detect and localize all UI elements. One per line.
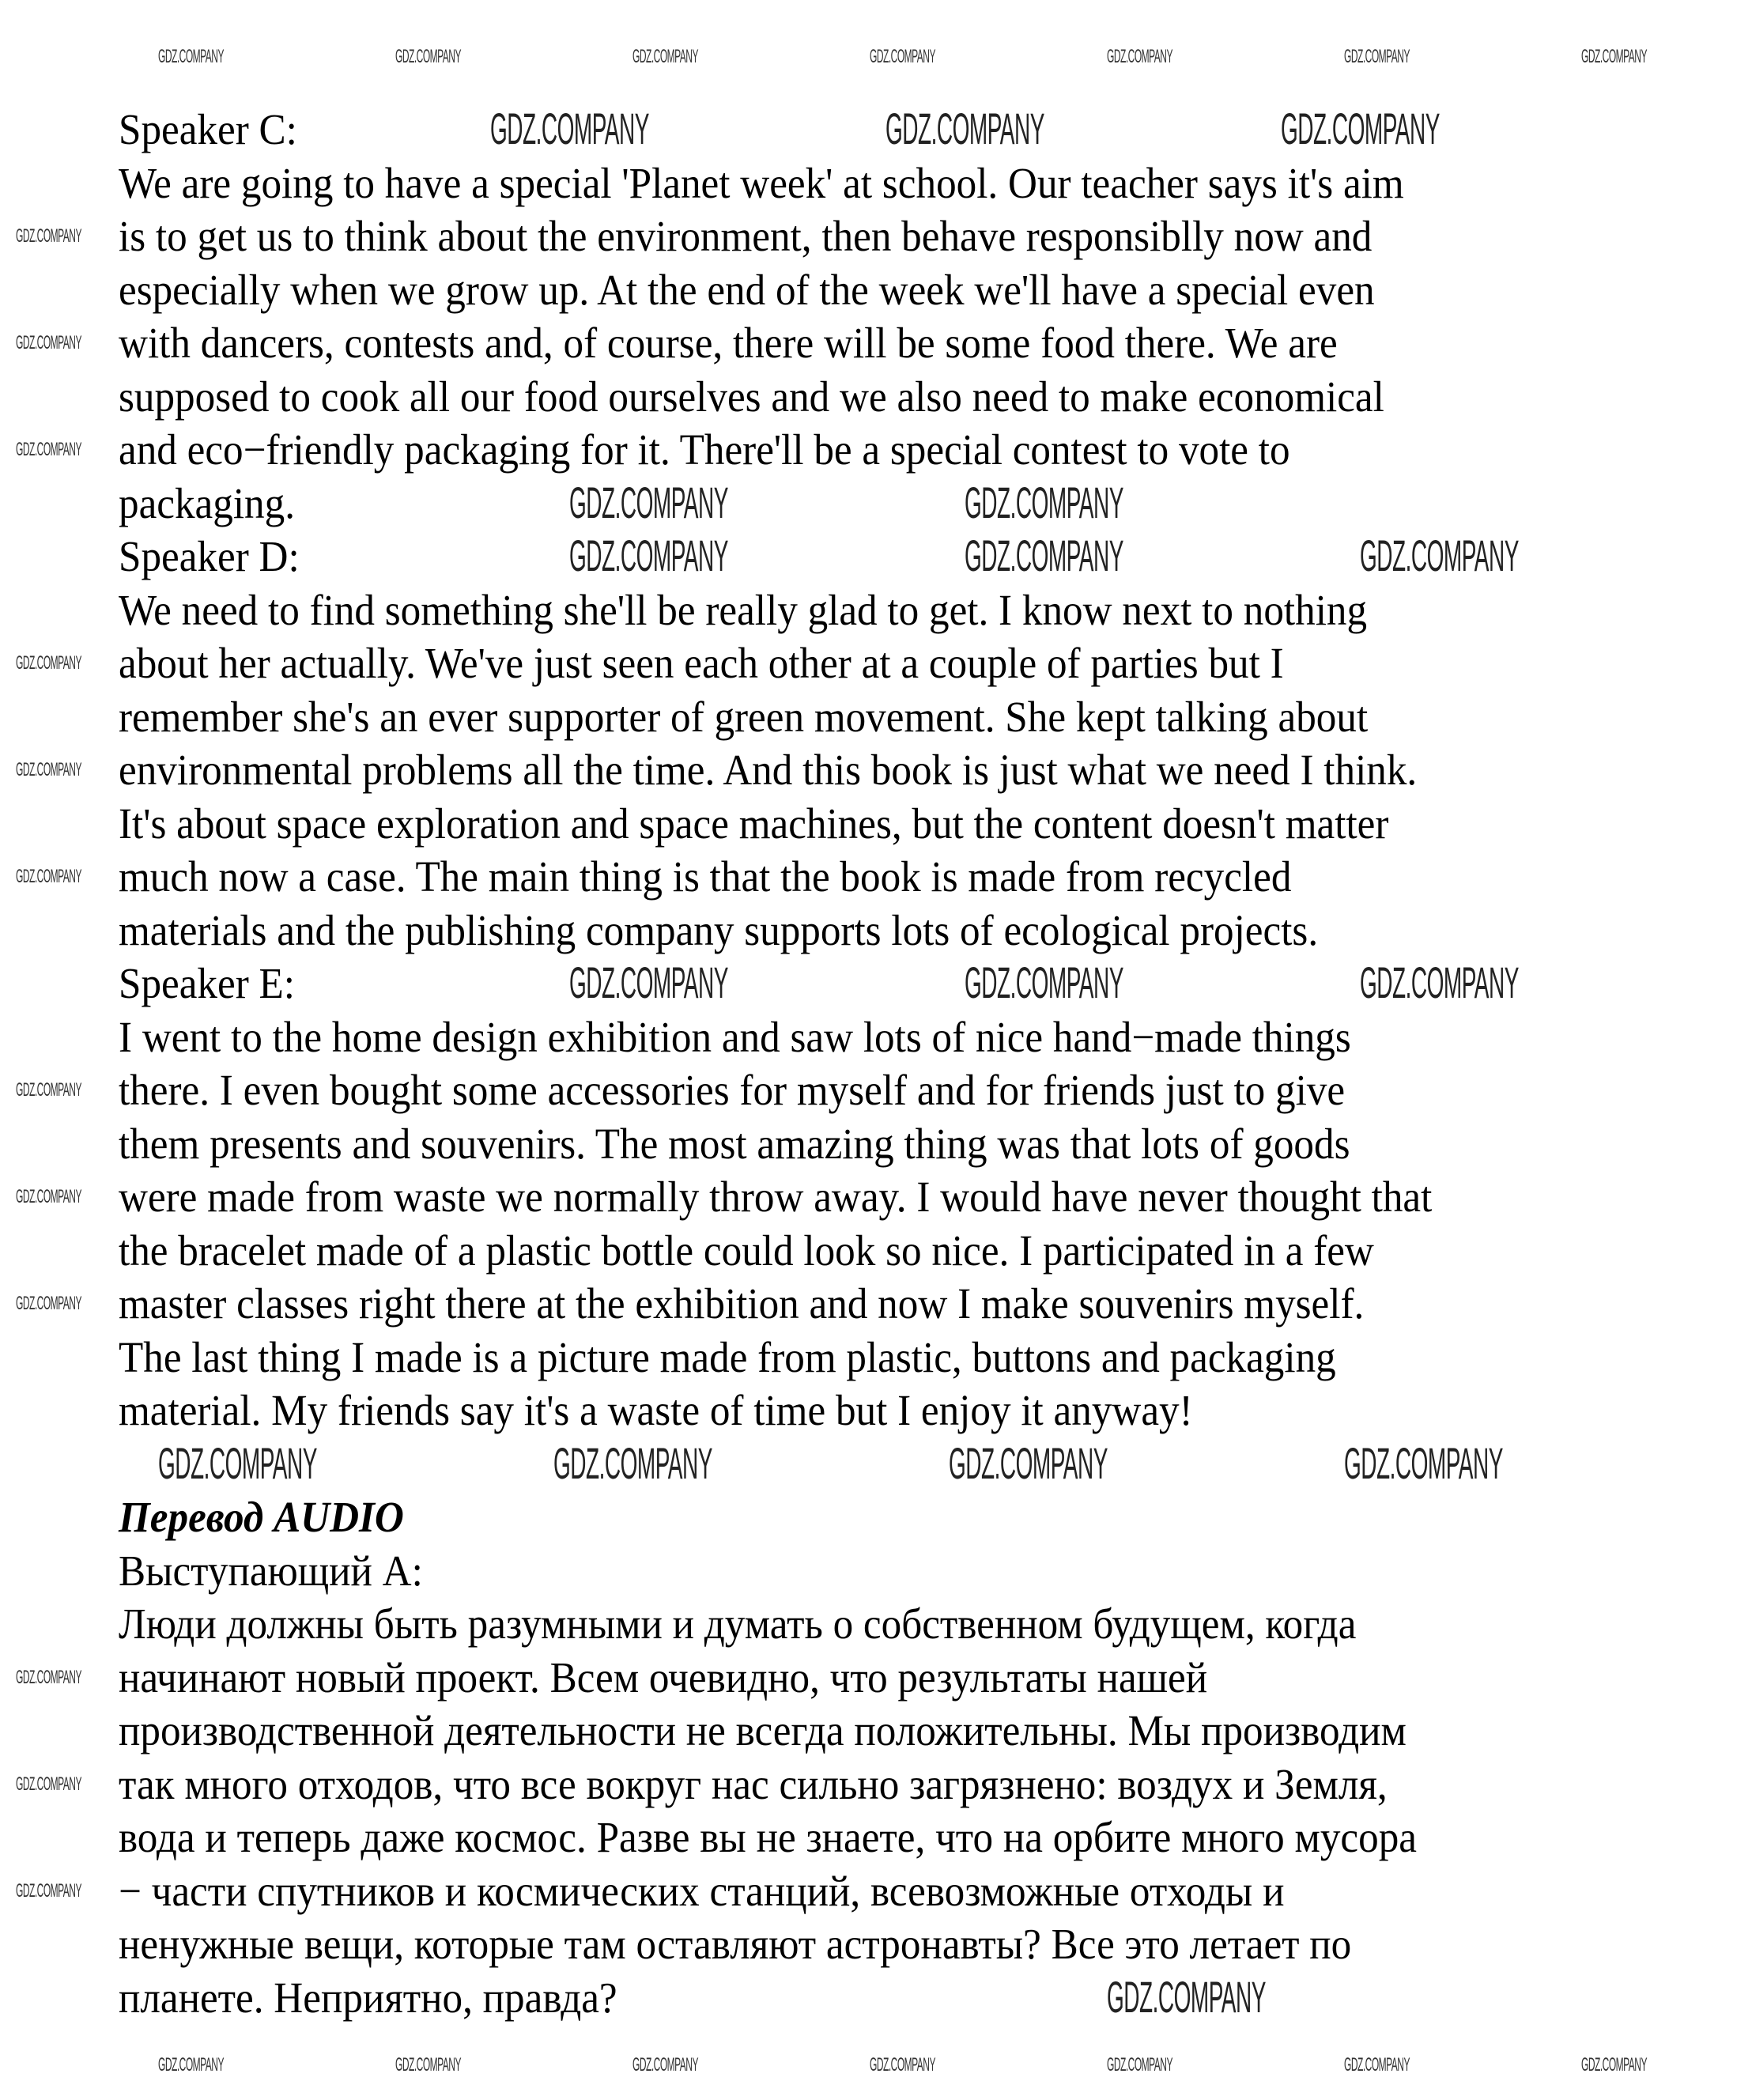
watermark-text: GDZ.COMPANY <box>569 957 728 1007</box>
watermark-text: GDZ.COMPANY <box>16 759 81 780</box>
watermark-text: GDZ.COMPANY <box>1107 1971 1266 2022</box>
text-line: the bracelet made of a plastic bottle could look so nice. I participated in a few <box>119 1226 1374 1275</box>
watermark-text: GDZ.COMPANY <box>1107 46 1172 67</box>
watermark-text: GDZ.COMPANY <box>16 1773 81 1795</box>
speaker-label: Speaker C: <box>119 105 297 153</box>
watermark-text: GDZ.COMPANY <box>1107 2054 1172 2075</box>
section-heading: Перевод AUDIO <box>119 1493 404 1541</box>
text-line: It's about space exploration and space machines, but the content doesn't matter <box>119 799 1389 848</box>
text-line: We need to find something she'll be really glad to get. I know next to nothing <box>119 585 1368 634</box>
text-line: there. I even bought some accessories for myself and for friends just to give <box>119 1066 1346 1114</box>
watermark-text: GDZ.COMPANY <box>16 1293 81 1314</box>
watermark-text: GDZ.COMPANY <box>885 104 1044 153</box>
watermark-text: GDZ.COMPANY <box>949 1437 1108 1488</box>
text-line: much now a case. The main thing is that the book is made from recycled <box>119 852 1292 901</box>
watermark-text: GDZ.COMPANY <box>1581 46 1647 67</box>
text-line: We are going to have a special 'Planet week' at school. Our teacher says it's aim <box>119 158 1404 207</box>
watermark-text: GDZ.COMPANY <box>395 46 461 67</box>
text-line: Люди должны быть разумными и думать о собственном будущем, когда <box>119 1600 1357 1648</box>
watermark-text: GDZ.COMPANY <box>870 2054 935 2075</box>
speaker-label: Speaker E: <box>119 959 295 1007</box>
text-line: is to get us to think about the environment, then behave responsiblly now and <box>119 212 1373 260</box>
text-line: material. My friends say it's a waste of time but I enjoy it anyway! <box>119 1386 1193 1434</box>
text-line: environmental problems all the time. And this book is just what we need I think. <box>119 746 1418 794</box>
watermark-text: GDZ.COMPANY <box>16 1186 81 1207</box>
watermark-text: GDZ.COMPANY <box>1360 531 1519 580</box>
watermark-text: GDZ.COMPANY <box>395 2054 461 2075</box>
text-line: I went to the home design exhibition and saw lots of nice hand−made things <box>119 1012 1351 1061</box>
speaker-label: Speaker D: <box>119 532 300 580</box>
text-line: планете. Неприятно, правда? <box>119 1973 617 2022</box>
watermark-text: GDZ.COMPANY <box>16 225 81 247</box>
speaker-label: Выступающий А: <box>119 1546 423 1595</box>
text-line: especially when we grow up. At the end of the week we'll have a special even <box>119 265 1375 314</box>
watermark-text: GDZ.COMPANY <box>16 652 81 674</box>
watermark-text: GDZ.COMPANY <box>16 439 81 460</box>
text-line: вода и теперь даже космос. Разве вы не знаете, что на орбите много мусора <box>119 1813 1417 1861</box>
watermark-text: GDZ.COMPANY <box>16 1079 81 1101</box>
watermark-text: GDZ.COMPANY <box>158 2054 224 2075</box>
watermark-text: GDZ.COMPANY <box>1344 1437 1503 1488</box>
text-line: and eco−friendly packaging for it. There'll be a special contest to vote to <box>119 425 1290 474</box>
watermark-text: GDZ.COMPANY <box>16 1879 81 1902</box>
watermark-text: GDZ.COMPANY <box>1344 2054 1410 2075</box>
watermark-text: GDZ.COMPANY <box>632 46 698 67</box>
watermark-text: GDZ.COMPANY <box>965 957 1123 1007</box>
watermark-text: GDZ.COMPANY <box>16 866 81 887</box>
watermark-text: GDZ.COMPANY <box>16 332 81 353</box>
watermark-text: GDZ.COMPANY <box>569 531 728 580</box>
text-line: remember she's an ever supporter of green movement. She kept talking about <box>119 692 1369 741</box>
text-line: with dancers, contests and, of course, there will be some food there. We are <box>119 319 1338 367</box>
watermark-text: GDZ.COMPANY <box>1581 2054 1647 2075</box>
watermark-text: GDZ.COMPANY <box>870 46 935 67</box>
watermark-text: GDZ.COMPANY <box>569 477 728 527</box>
watermark-text: GDZ.COMPANY <box>965 531 1123 580</box>
watermark-text: GDZ.COMPANY <box>553 1437 712 1488</box>
watermark-text: GDZ.COMPANY <box>158 1437 317 1488</box>
text-line: начинают новый проект. Всем очевидно, что результаты нашей <box>119 1652 1208 1702</box>
text-line: master classes right there at the exhibition and now I make souvenirs myself. <box>119 1279 1365 1328</box>
watermark-text: GDZ.COMPANY <box>16 1666 81 1688</box>
watermark-text: GDZ.COMPANY <box>1281 104 1440 153</box>
text-line: about her actually. We've just seen each other at a couple of parties but I <box>119 639 1284 687</box>
text-line: ненужные вещи, которые там оставляют астронавты? Все это летает по <box>119 1920 1352 1968</box>
text-line: packaging. <box>119 478 295 527</box>
text-line: materials and the publishing company supports lots of ecological projects. <box>119 905 1319 954</box>
text-line: them presents and souvenirs. The most amazing thing was that lots of goods <box>119 1119 1350 1168</box>
watermark-text: GDZ.COMPANY <box>158 46 224 67</box>
watermark-text: GDZ.COMPANY <box>965 477 1123 527</box>
text-line: were made from waste we normally throw away. I would have never thought that <box>119 1173 1433 1221</box>
text-line: производственной деятельности не всегда положительны. Мы производим <box>119 1706 1407 1754</box>
watermark-text: GDZ.COMPANY <box>490 104 649 153</box>
watermark-text: GDZ.COMPANY <box>632 2054 698 2075</box>
text-line: supposed to cook all our food ourselves and we also need to make economical <box>119 372 1384 421</box>
text-line: − части спутников и космических станций, всевозможные отходы и <box>119 1866 1285 1915</box>
text-line: так много отходов, что все вокруг нас сильно загрязнено: воздух и Земля, <box>119 1759 1388 1808</box>
watermark-text: GDZ.COMPANY <box>1360 957 1519 1007</box>
watermark-text: GDZ.COMPANY <box>1344 46 1410 67</box>
text-line: The last thing I made is a picture made from plastic, buttons and packaging <box>119 1332 1336 1381</box>
